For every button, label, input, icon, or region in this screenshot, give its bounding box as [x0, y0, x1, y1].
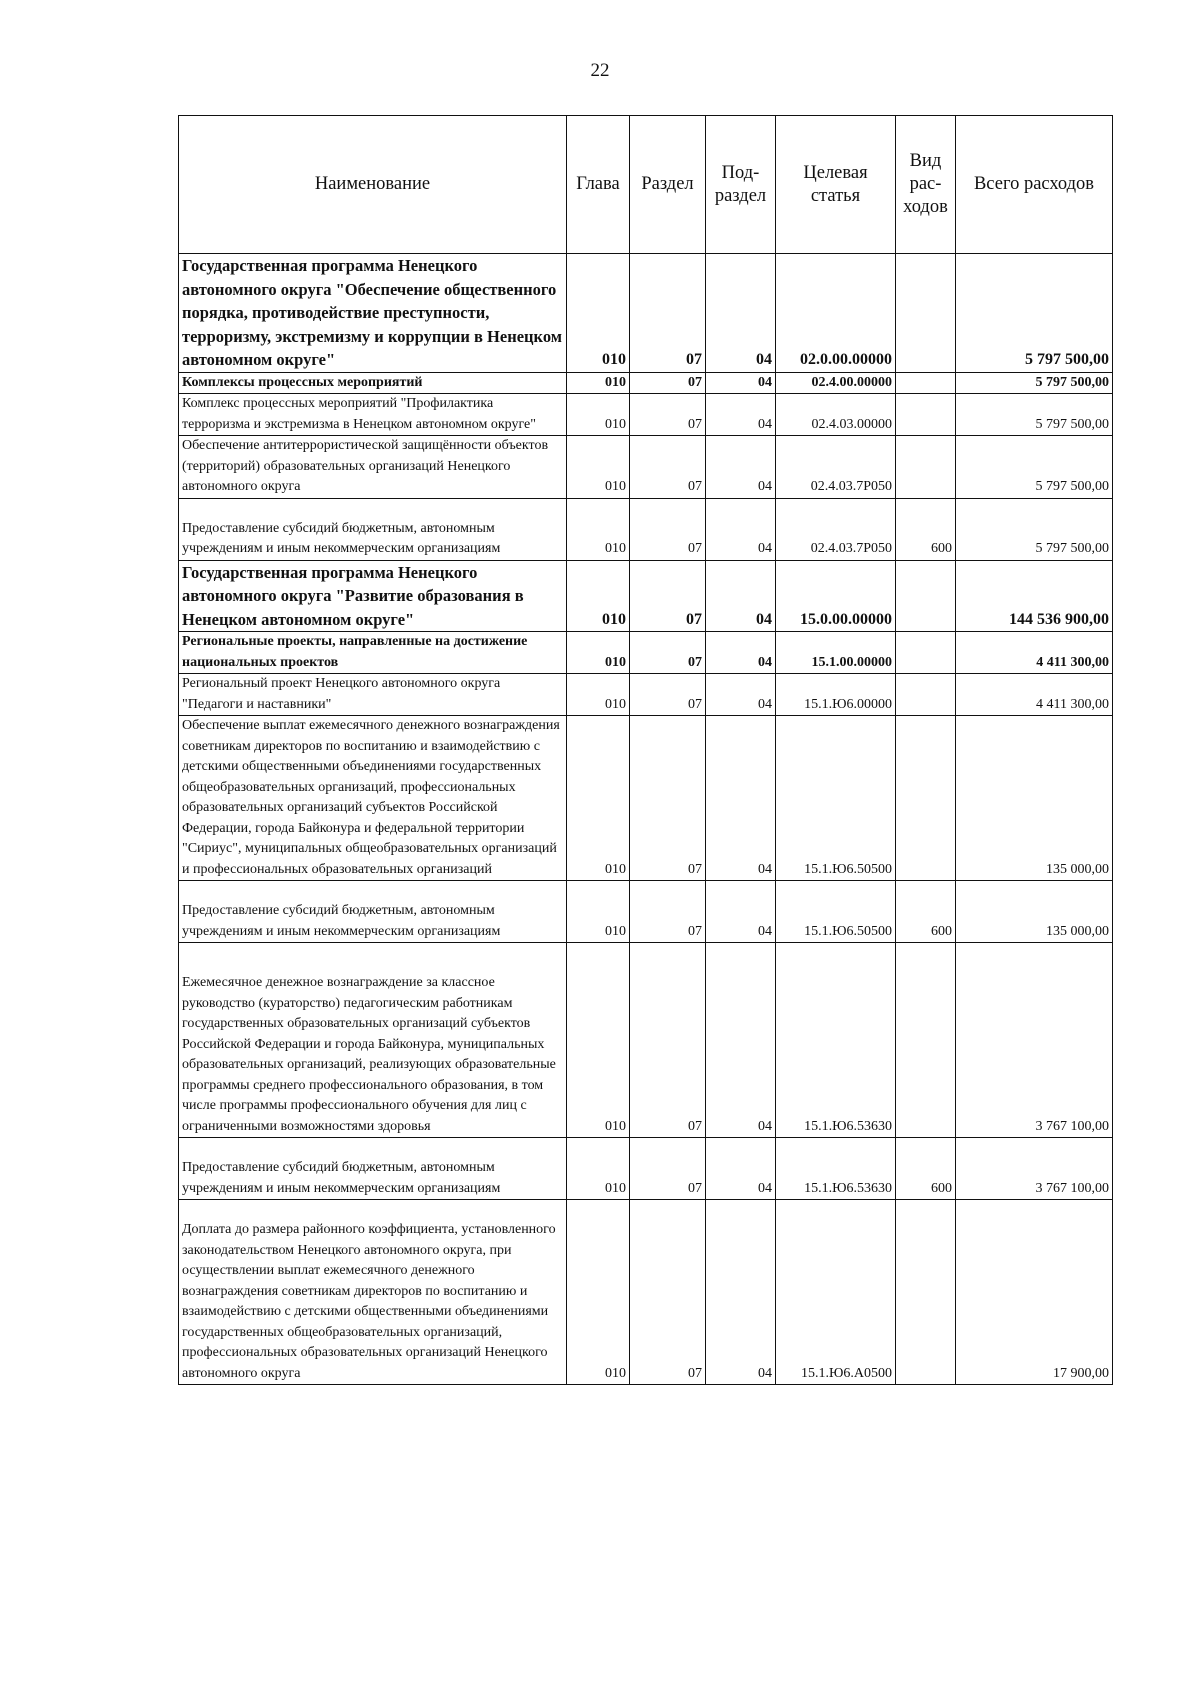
row-razdel: 07: [630, 716, 706, 881]
row-vid: [896, 1200, 956, 1385]
row-name: Ежемесячное денежное вознаграждение за классное руководство (кураторство) педагогическим работникам государственных образовательных организаций субъектов Российской Федерации и города Байконура, муниципальных образовательных организаций, реализующих образовательные программы среднего профессионального образования, в том числе программы профессионального обучения для лиц с ограниченными возможностями здоровья: [179, 943, 567, 1138]
row-glava: 010: [567, 1200, 630, 1385]
row-total: 135 000,00: [956, 716, 1113, 881]
row-glava: 010: [567, 716, 630, 881]
table-row: [179, 498, 1113, 560]
row-vid: [896, 372, 956, 394]
row-razdel: 07: [630, 881, 706, 943]
row-razdel: 07: [630, 1138, 706, 1200]
row-total: 4 411 300,00: [956, 674, 1113, 716]
row-podrazdel: 04: [706, 436, 776, 499]
table-row: [179, 881, 1113, 943]
table-row: [179, 436, 1113, 499]
row-podrazdel: 04: [706, 560, 776, 632]
table-row: [179, 560, 1113, 632]
header-glava: Глава: [567, 116, 630, 254]
row-celevaya: 15.1.Ю6.50500: [776, 881, 896, 943]
row-razdel: 07: [630, 372, 706, 394]
row-vid: [896, 254, 956, 373]
row-glava: 010: [567, 372, 630, 394]
row-total: 5 797 500,00: [956, 394, 1113, 436]
row-name: Предоставление субсидий бюджетным, автономным учреждениям и иным некоммерческим организациям: [179, 1138, 567, 1200]
row-razdel: 07: [630, 436, 706, 499]
row-total: 5 797 500,00: [956, 436, 1113, 499]
row-name: Обеспечение антитеррористической защищённости объектов (территорий) образовательных организаций Ненецкого автономного округа: [179, 436, 567, 499]
row-razdel: 07: [630, 632, 706, 674]
row-name: Комплекс процессных мероприятий "Профилактика терроризма и экстремизма в Ненецком автономном округе": [179, 394, 567, 436]
table-row: [179, 254, 1113, 373]
header-name: Наименование: [179, 116, 567, 254]
row-razdel: 07: [630, 943, 706, 1138]
row-glava: 010: [567, 943, 630, 1138]
row-razdel: 07: [630, 498, 706, 560]
row-glava: 010: [567, 632, 630, 674]
row-celevaya: 15.1.00.00000: [776, 632, 896, 674]
row-total: 135 000,00: [956, 881, 1113, 943]
row-celevaya: 02.4.03.00000: [776, 394, 896, 436]
row-podrazdel: 04: [706, 372, 776, 394]
header-vid: Вид рас-ходов: [896, 116, 956, 254]
row-podrazdel: 04: [706, 1200, 776, 1385]
page-number: 22: [590, 60, 610, 81]
table-row: [179, 394, 1113, 436]
table-row: [179, 943, 1113, 1138]
row-podrazdel: 04: [706, 943, 776, 1138]
row-vid: 600: [896, 881, 956, 943]
table-row: [179, 716, 1113, 881]
row-vid: [896, 560, 956, 632]
row-total: 4 411 300,00: [956, 632, 1113, 674]
row-razdel: 07: [630, 1200, 706, 1385]
row-razdel: 07: [630, 254, 706, 373]
row-total: 5 797 500,00: [956, 498, 1113, 560]
row-podrazdel: 04: [706, 632, 776, 674]
row-total: 17 900,00: [956, 1200, 1113, 1385]
row-vid: [896, 436, 956, 499]
row-celevaya: 15.0.00.00000: [776, 560, 896, 632]
budget-table: [178, 115, 1113, 1385]
row-celevaya: 15.1.Ю6.53630: [776, 943, 896, 1138]
row-celevaya: 15.1.Ю6.А0500: [776, 1200, 896, 1385]
header-podrazdel: Под-раздел: [706, 116, 776, 254]
row-celevaya: 02.4.03.7Р050: [776, 436, 896, 499]
row-name: Предоставление субсидий бюджетным, автономным учреждениям и иным некоммерческим организациям: [179, 498, 567, 560]
row-podrazdel: 04: [706, 394, 776, 436]
row-celevaya: 15.1.Ю6.00000: [776, 674, 896, 716]
row-glava: 010: [567, 254, 630, 373]
table-row: [179, 674, 1113, 716]
row-total: 3 767 100,00: [956, 943, 1113, 1138]
row-podrazdel: 04: [706, 674, 776, 716]
row-total: 5 797 500,00: [956, 254, 1113, 373]
row-podrazdel: 04: [706, 254, 776, 373]
header-row: [179, 116, 1113, 254]
row-vid: 600: [896, 1138, 956, 1200]
row-glava: 010: [567, 674, 630, 716]
row-glava: 010: [567, 881, 630, 943]
row-celevaya: 02.4.03.7Р050: [776, 498, 896, 560]
table-row: [179, 632, 1113, 674]
row-celevaya: 02.4.00.00000: [776, 372, 896, 394]
row-name: Региональный проект Ненецкого автономного округа "Педагоги и наставники": [179, 674, 567, 716]
row-name: Государственная программа Ненецкого автономного округа "Развитие образования в Ненецком автономном округе": [179, 560, 567, 632]
row-vid: [896, 943, 956, 1138]
row-total: 144 536 900,00: [956, 560, 1113, 632]
row-vid: [896, 674, 956, 716]
row-podrazdel: 04: [706, 1138, 776, 1200]
row-name: Государственная программа Ненецкого автономного округа "Обеспечение общественного порядка, противодействие преступности, терроризму, экстремизму и коррупции в Ненецком автономном округе": [179, 254, 567, 373]
row-glava: 010: [567, 394, 630, 436]
table-row: [179, 1200, 1113, 1385]
row-vid: [896, 716, 956, 881]
row-name: Комплексы процессных мероприятий: [179, 372, 567, 394]
table-row: [179, 1138, 1113, 1200]
row-name: Обеспечение выплат ежемесячного денежного вознаграждения советникам директоров по воспитанию и взаимодействию с детскими общественными объединениями государственных общеобразовательных организаций, профессиональных образовательных организаций субъектов Российской Федерации, города Байконура и федеральной территории "Сириус", муниципальных общеобразовательных организаций и профессиональных образовательных организаций: [179, 716, 567, 881]
row-vid: [896, 632, 956, 674]
row-glava: 010: [567, 498, 630, 560]
row-name: Предоставление субсидий бюджетным, автономным учреждениям и иным некоммерческим организациям: [179, 881, 567, 943]
row-glava: 010: [567, 560, 630, 632]
row-name: Доплата до размера районного коэффициента, установленного законодательством Ненецкого автономного округа, при осуществлении выплат ежемесячного денежного вознаграждения советникам директоров по воспитанию и взаимодействию с детскими общественными объединениями государственных общеобразовательных организаций, профессиональных образовательных организаций Ненецкого автономного округа: [179, 1200, 567, 1385]
row-podrazdel: 04: [706, 498, 776, 560]
row-glava: 010: [567, 436, 630, 499]
row-vid: 600: [896, 498, 956, 560]
row-podrazdel: 04: [706, 881, 776, 943]
header-total: Всего расходов: [956, 116, 1113, 254]
header-razdel: Раздел: [630, 116, 706, 254]
row-celevaya: 15.1.Ю6.53630: [776, 1138, 896, 1200]
row-razdel: 07: [630, 394, 706, 436]
header-celevaya: Целевая статья: [776, 116, 896, 254]
row-podrazdel: 04: [706, 716, 776, 881]
row-vid: [896, 394, 956, 436]
row-celevaya: 02.0.00.00000: [776, 254, 896, 373]
row-celevaya: 15.1.Ю6.50500: [776, 716, 896, 881]
row-razdel: 07: [630, 674, 706, 716]
row-name: Региональные проекты, направленные на достижение национальных проектов: [179, 632, 567, 674]
table-row: [179, 372, 1113, 394]
row-glava: 010: [567, 1138, 630, 1200]
row-total: 5 797 500,00: [956, 372, 1113, 394]
row-total: 3 767 100,00: [956, 1138, 1113, 1200]
row-razdel: 07: [630, 560, 706, 632]
